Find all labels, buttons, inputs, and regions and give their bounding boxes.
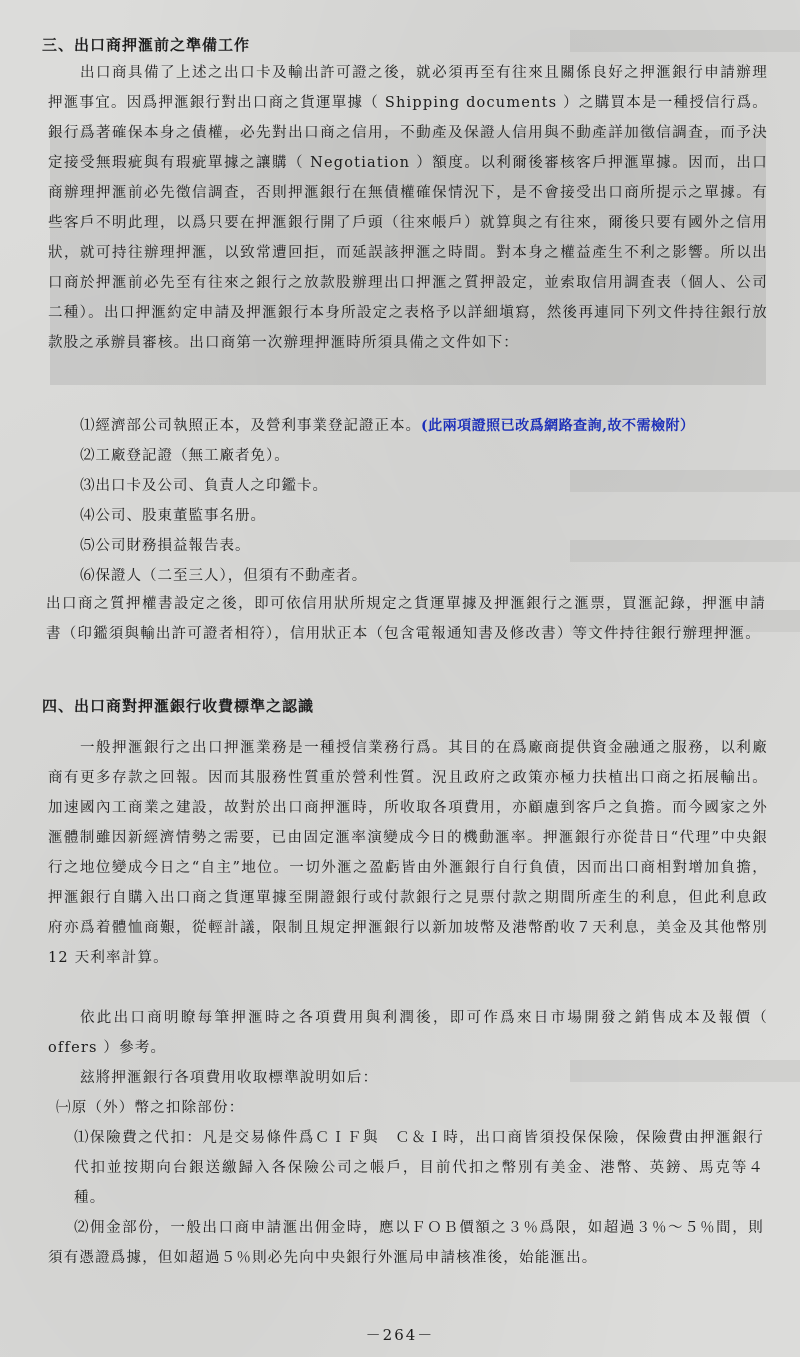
section-4-paragraph-2: 依此出口商明瞭每筆押滙時之各項費用與利潤後，即可作爲來日市場開發之銷售成本及報價（ offers ）參考。 <box>48 1010 768 1056</box>
section-3-item-4: ⑷公司、股東董監事名册。 <box>80 508 266 524</box>
bleed-through-band <box>570 30 800 52</box>
page-number: －264－ <box>365 1326 435 1344</box>
bleed-through-band <box>570 540 800 562</box>
section-3-item-1 <box>80 414 695 435</box>
section-4-paragraph-1: 一般押滙銀行之出口押滙業務是一種授信業務行爲。其目的在爲廠商提供資金融通之服務，以利廠商有更多存款之回報。因而其服務性質重於營利性質。況且政府之政策亦極力扶植出口商之拓展輸出。加速國內工商業之建設，故對於出口商押滙時，所收取各項費用，亦顧慮到客戶之負擔。而今國家之外滙體制雖因新經濟情勢之需要，已由固定滙率演變成今日的機動滙率。押滙銀行亦從昔日“代理”中央銀行之地位變成今日之“自主”地位。一切外滙之盈虧皆由外滙銀行自行負債，因而出口商相對增加負擔，押滙銀行自購入出口商之貨運單據至開證銀行或付款銀行之見票付款之期間所產生的利息，但此利息政府亦爲着體恤商艱，從輕計議，限制且規定押滙銀行以新加坡幣及港幣酌收７天利息，美金及其他幣別 12 天利率計算。 <box>48 740 768 966</box>
handwritten-note: (此兩項證照已改爲網路查詢,故不需檢附） <box>421 418 695 434</box>
section-3-heading: 三、出口商押滙前之準備工作 <box>42 36 251 54</box>
section-4-item-1: ⑴保險費之代扣：凡是交易條件爲ＣＩＦ與 Ｃ＆Ｉ時，出口商皆須投保保險，保險費由押滙銀行代扣並按期向台銀送繳歸入各保險公司之帳戶，目前代扣之幣別有美金、港幣、英鎊、馬克等４種。 <box>74 1130 764 1206</box>
section-4-sub-heading: ㈠原（外）幣之扣除部份： <box>56 1100 245 1116</box>
section-3-item-3: ⑶出口卡及公司、負責人之印鑑卡。 <box>80 478 328 494</box>
section-3-item-5: ⑸公司財務損益報告表。 <box>80 538 251 554</box>
section-4-heading: 四、出口商對押滙銀行收費標準之認識 <box>42 697 315 715</box>
section-3-paragraph-2: 出口商之質押權書設定之後，即可依信用狀所規定之貨運單據及押滙銀行之滙票，買滙記錄，押滙申請書（印鑑須與輸出許可證者相符），信用狀正本（包含電報通知書及修改書）等文件持往銀行辦理押滙。 <box>46 596 766 642</box>
section-4-item-2: ⑵佣金部份，一般出口商申請滙出佣金時，應以ＦＯＢ價額之３％爲限，如超過３％～５％間，則須有憑證爲據，但如超過５％則必先向中央銀行外滙局申請核准後，始能滙出。 <box>48 1220 764 1266</box>
section-3-item-1-text: ⑴經濟部公司執照正本，及營利事業登記證正本。 <box>80 418 421 434</box>
section-3-item-2: ⑵工廠登記證（無工廠者免）。 <box>80 448 290 464</box>
section-3-item-6: ⑹保證人（二至三人），但須有不動產者。 <box>80 568 368 584</box>
section-3-paragraph-1: 出口商具備了上述之出口卡及輸出許可證之後，就必須再至有往來且關係良好之押滙銀行申請辦理押滙事宜。因爲押滙銀行對出口商之貨運單據（ Shipping documents ）之購買本是一種授信行爲。銀行爲著確保本身之債權，必先對出口商之信用，不動產及保證人信用與不動產詳加徵信調査，而予決定接受無瑕疵與有瑕疵單據之讓購（ Negotiation ）額度。以利爾後審核客戶押滙單據。因而，出口商辦理押滙前必先徵信調査，否則押滙銀行在無債權確保情況下，是不會接受出口商所提示之單據。有些客戶不明此理，以爲只要在押滙銀行開了戶頭（往來帳戶）就算與之有往來，爾後只要有國外之信用狀，就可持往辦理押滙，以致常遭回拒，而延誤該押滙之時間。對本身之權益產生不利之影響。所以出口商於押滙前必先至有往來之銀行之放款股辦理出口押滙之質押設定，並索取信用調査表（個人、公司二種）。出口押滙約定申請及押滙銀行本身所設定之表格予以詳細塡寫，然後再連同下列文件持往銀行放款股之承辦員審核。出口商第一次辦理押滙時所須具備之文件如下： <box>48 65 768 351</box>
bleed-through-band <box>570 470 800 492</box>
section-4-paragraph-3: 玆將押滙銀行各項費用收取標準說明如后： <box>80 1070 379 1086</box>
